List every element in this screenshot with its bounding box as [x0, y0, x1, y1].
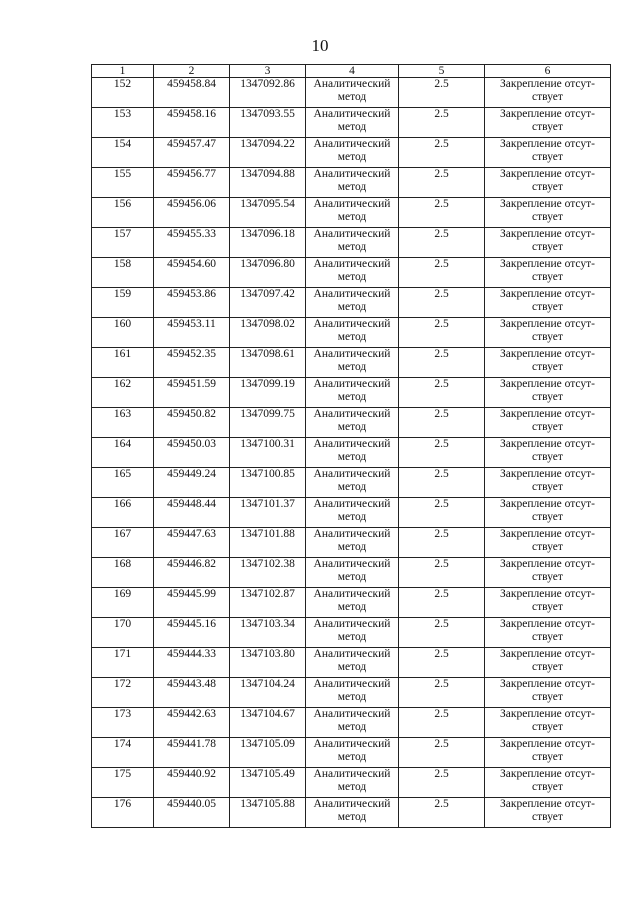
note-line: Закрепление отсут-: [500, 738, 595, 750]
accuracy-cell: 2.5: [399, 468, 485, 498]
method-line: Аналитический: [313, 468, 391, 480]
note-cell: [485, 318, 611, 348]
note-line: ствует: [532, 301, 563, 313]
note-line: ствует: [532, 331, 563, 343]
method-line: метод: [337, 691, 367, 703]
x-coordinate-cell: 459455.33: [154, 228, 230, 258]
header-col-1: 1: [92, 65, 154, 78]
table-row: [92, 168, 611, 198]
y-coordinate-cell: 1347098.61: [230, 348, 306, 378]
header-col-6: 6: [485, 65, 611, 78]
note-line: Закрепление отсут-: [500, 678, 595, 690]
accuracy-cell: 2.5: [399, 648, 485, 678]
table-row: [92, 798, 611, 828]
header-row: [92, 65, 611, 78]
note-line: Закрепление отсут-: [500, 78, 595, 90]
y-coordinate-cell: 1347100.85: [230, 468, 306, 498]
x-coordinate-cell: 459446.82: [154, 558, 230, 588]
y-coordinate-cell: 1347103.80: [230, 648, 306, 678]
method-line: Аналитический: [313, 588, 391, 600]
x-coordinate-cell: 459453.11: [154, 318, 230, 348]
point-number-cell: 169: [92, 588, 154, 618]
method-cell: [306, 78, 399, 108]
header-col-4: 4: [306, 65, 399, 78]
note-line: ствует: [532, 361, 563, 373]
method-line: Аналитический: [313, 678, 391, 690]
point-number-cell: 175: [92, 768, 154, 798]
method-cell: [306, 708, 399, 738]
method-line: метод: [337, 181, 367, 193]
method-cell: [306, 498, 399, 528]
note-line: Закрепление отсут-: [500, 438, 595, 450]
note-line: Закрепление отсут-: [500, 708, 595, 720]
note-line: ствует: [532, 421, 563, 433]
y-coordinate-cell: 1347097.42: [230, 288, 306, 318]
method-line: Аналитический: [313, 618, 391, 630]
table-row: [92, 378, 611, 408]
method-line: метод: [337, 451, 367, 463]
accuracy-cell: 2.5: [399, 168, 485, 198]
note-cell: [485, 408, 611, 438]
x-coordinate-cell: 459451.59: [154, 378, 230, 408]
note-line: ствует: [532, 781, 563, 793]
header-col-5: 5: [399, 65, 485, 78]
y-coordinate-cell: 1347105.09: [230, 738, 306, 768]
accuracy-cell: 2.5: [399, 288, 485, 318]
note-line: Закрепление отсут-: [500, 318, 595, 330]
note-line: ствует: [532, 811, 563, 823]
accuracy-cell: 2.5: [399, 498, 485, 528]
method-line: Аналитический: [313, 528, 391, 540]
point-number-cell: 154: [92, 138, 154, 168]
method-cell: [306, 678, 399, 708]
x-coordinate-cell: 459445.99: [154, 588, 230, 618]
table-header: [92, 65, 611, 78]
method-cell: [306, 348, 399, 378]
note-line: Закрепление отсут-: [500, 168, 595, 180]
note-cell: [485, 468, 611, 498]
point-number-cell: 174: [92, 738, 154, 768]
y-coordinate-cell: 1347103.34: [230, 618, 306, 648]
point-number-cell: 160: [92, 318, 154, 348]
table-row: [92, 738, 611, 768]
method-cell: [306, 228, 399, 258]
note-line: ствует: [532, 631, 563, 643]
note-line: ствует: [532, 481, 563, 493]
method-line: Аналитический: [313, 198, 391, 210]
method-line: Аналитический: [313, 318, 391, 330]
table-row: [92, 438, 611, 468]
method-cell: [306, 138, 399, 168]
accuracy-cell: 2.5: [399, 78, 485, 108]
method-cell: [306, 168, 399, 198]
note-line: ствует: [532, 151, 563, 163]
table-row: [92, 498, 611, 528]
method-cell: [306, 108, 399, 138]
method-line: Аналитический: [313, 108, 391, 120]
note-line: ствует: [532, 661, 563, 673]
table-row: [92, 558, 611, 588]
point-number-cell: 171: [92, 648, 154, 678]
note-cell: [485, 78, 611, 108]
method-cell: [306, 258, 399, 288]
point-number-cell: 173: [92, 708, 154, 738]
table-row: [92, 588, 611, 618]
coordinates-table: [91, 64, 611, 828]
note-cell: [485, 348, 611, 378]
note-line: ствует: [532, 511, 563, 523]
table-row: [92, 648, 611, 678]
note-cell: [485, 798, 611, 828]
x-coordinate-cell: 459450.82: [154, 408, 230, 438]
method-line: метод: [337, 331, 367, 343]
y-coordinate-cell: 1347104.24: [230, 678, 306, 708]
x-coordinate-cell: 459448.44: [154, 498, 230, 528]
method-line: Аналитический: [313, 408, 391, 420]
x-coordinate-cell: 459456.06: [154, 198, 230, 228]
method-line: метод: [337, 751, 367, 763]
note-cell: [485, 768, 611, 798]
accuracy-cell: 2.5: [399, 378, 485, 408]
note-line: Закрепление отсут-: [500, 258, 595, 270]
note-line: ствует: [532, 751, 563, 763]
note-line: ствует: [532, 91, 563, 103]
x-coordinate-cell: 459456.77: [154, 168, 230, 198]
x-coordinate-cell: 459453.86: [154, 288, 230, 318]
method-cell: [306, 438, 399, 468]
note-cell: [485, 588, 611, 618]
method-line: Аналитический: [313, 78, 391, 90]
x-coordinate-cell: 459442.63: [154, 708, 230, 738]
note-line: ствует: [532, 691, 563, 703]
x-coordinate-cell: 459458.84: [154, 78, 230, 108]
note-cell: [485, 108, 611, 138]
note-line: Закрепление отсут-: [500, 198, 595, 210]
table-row: [92, 288, 611, 318]
method-line: Аналитический: [313, 348, 391, 360]
note-line: ствует: [532, 211, 563, 223]
note-line: Закрепление отсут-: [500, 558, 595, 570]
method-cell: [306, 558, 399, 588]
accuracy-cell: 2.5: [399, 408, 485, 438]
method-line: метод: [337, 541, 367, 553]
accuracy-cell: 2.5: [399, 348, 485, 378]
point-number-cell: 172: [92, 678, 154, 708]
accuracy-cell: 2.5: [399, 258, 485, 288]
note-cell: [485, 438, 611, 468]
y-coordinate-cell: 1347104.67: [230, 708, 306, 738]
table-row: [92, 348, 611, 378]
note-line: Закрепление отсут-: [500, 108, 595, 120]
note-cell: [485, 528, 611, 558]
table-body: [92, 78, 611, 828]
method-line: метод: [337, 361, 367, 373]
method-cell: [306, 198, 399, 228]
note-cell: [485, 618, 611, 648]
note-cell: [485, 378, 611, 408]
accuracy-cell: 2.5: [399, 708, 485, 738]
method-line: метод: [337, 271, 367, 283]
note-line: Закрепление отсут-: [500, 528, 595, 540]
y-coordinate-cell: 1347098.02: [230, 318, 306, 348]
point-number-cell: 153: [92, 108, 154, 138]
point-number-cell: 152: [92, 78, 154, 108]
method-line: Аналитический: [313, 438, 391, 450]
method-line: Аналитический: [313, 558, 391, 570]
method-line: метод: [337, 481, 367, 493]
note-cell: [485, 498, 611, 528]
y-coordinate-cell: 1347101.88: [230, 528, 306, 558]
note-line: Закрепление отсут-: [500, 288, 595, 300]
method-line: Аналитический: [313, 708, 391, 720]
note-line: Закрепление отсут-: [500, 228, 595, 240]
note-cell: [485, 168, 611, 198]
table-row: [92, 228, 611, 258]
method-line: метод: [337, 241, 367, 253]
note-line: ствует: [532, 571, 563, 583]
y-coordinate-cell: 1347096.18: [230, 228, 306, 258]
table-row: [92, 618, 611, 648]
y-coordinate-cell: 1347100.31: [230, 438, 306, 468]
y-coordinate-cell: 1347094.22: [230, 138, 306, 168]
note-cell: [485, 228, 611, 258]
table-row: [92, 258, 611, 288]
x-coordinate-cell: 459458.16: [154, 108, 230, 138]
note-cell: [485, 258, 611, 288]
y-coordinate-cell: 1347102.38: [230, 558, 306, 588]
y-coordinate-cell: 1347105.88: [230, 798, 306, 828]
method-line: Аналитический: [313, 168, 391, 180]
y-coordinate-cell: 1347099.75: [230, 408, 306, 438]
note-line: ствует: [532, 241, 563, 253]
point-number-cell: 156: [92, 198, 154, 228]
point-number-cell: 155: [92, 168, 154, 198]
accuracy-cell: 2.5: [399, 588, 485, 618]
method-cell: [306, 468, 399, 498]
note-cell: [485, 138, 611, 168]
x-coordinate-cell: 459445.16: [154, 618, 230, 648]
x-coordinate-cell: 459457.47: [154, 138, 230, 168]
note-cell: [485, 738, 611, 768]
method-cell: [306, 378, 399, 408]
note-cell: [485, 648, 611, 678]
x-coordinate-cell: 459440.92: [154, 768, 230, 798]
point-number-cell: 165: [92, 468, 154, 498]
accuracy-cell: 2.5: [399, 798, 485, 828]
accuracy-cell: 2.5: [399, 738, 485, 768]
note-line: ствует: [532, 451, 563, 463]
note-line: Закрепление отсут-: [500, 588, 595, 600]
method-line: Аналитический: [313, 138, 391, 150]
note-line: Закрепление отсут-: [500, 498, 595, 510]
method-line: Аналитический: [313, 798, 391, 810]
method-cell: [306, 738, 399, 768]
method-line: метод: [337, 601, 367, 613]
table-row: [92, 678, 611, 708]
note-line: ствует: [532, 721, 563, 733]
x-coordinate-cell: 459444.33: [154, 648, 230, 678]
accuracy-cell: 2.5: [399, 618, 485, 648]
table-row: [92, 768, 611, 798]
note-cell: [485, 558, 611, 588]
point-number-cell: 176: [92, 798, 154, 828]
method-line: метод: [337, 571, 367, 583]
x-coordinate-cell: 459440.05: [154, 798, 230, 828]
method-cell: [306, 798, 399, 828]
accuracy-cell: 2.5: [399, 558, 485, 588]
method-line: метод: [337, 661, 367, 673]
method-line: Аналитический: [313, 378, 391, 390]
point-number-cell: 166: [92, 498, 154, 528]
method-line: Аналитический: [313, 768, 391, 780]
table-row: [92, 708, 611, 738]
y-coordinate-cell: 1347096.80: [230, 258, 306, 288]
accuracy-cell: 2.5: [399, 438, 485, 468]
note-cell: [485, 678, 611, 708]
method-line: метод: [337, 391, 367, 403]
accuracy-cell: 2.5: [399, 318, 485, 348]
note-line: Закрепление отсут-: [500, 468, 595, 480]
y-coordinate-cell: 1347093.55: [230, 108, 306, 138]
x-coordinate-cell: 459452.35: [154, 348, 230, 378]
method-cell: [306, 648, 399, 678]
point-number-cell: 164: [92, 438, 154, 468]
table-row: [92, 408, 611, 438]
y-coordinate-cell: 1347105.49: [230, 768, 306, 798]
method-line: Аналитический: [313, 738, 391, 750]
table-row: [92, 468, 611, 498]
y-coordinate-cell: 1347099.19: [230, 378, 306, 408]
note-line: ствует: [532, 271, 563, 283]
accuracy-cell: 2.5: [399, 108, 485, 138]
table-row: [92, 108, 611, 138]
note-line: ствует: [532, 541, 563, 553]
point-number-cell: 157: [92, 228, 154, 258]
method-line: метод: [337, 301, 367, 313]
point-number-cell: 170: [92, 618, 154, 648]
method-line: метод: [337, 421, 367, 433]
method-line: Аналитический: [313, 228, 391, 240]
note-line: ствует: [532, 181, 563, 193]
method-cell: [306, 528, 399, 558]
method-line: метод: [337, 811, 367, 823]
method-line: Аналитический: [313, 498, 391, 510]
x-coordinate-cell: 459441.78: [154, 738, 230, 768]
note-line: Закрепление отсут-: [500, 798, 595, 810]
method-line: метод: [337, 151, 367, 163]
method-line: метод: [337, 91, 367, 103]
x-coordinate-cell: 459443.48: [154, 678, 230, 708]
accuracy-cell: 2.5: [399, 228, 485, 258]
y-coordinate-cell: 1347092.86: [230, 78, 306, 108]
accuracy-cell: 2.5: [399, 678, 485, 708]
note-cell: [485, 288, 611, 318]
method-cell: [306, 408, 399, 438]
point-number-cell: 158: [92, 258, 154, 288]
method-cell: [306, 618, 399, 648]
y-coordinate-cell: 1347095.54: [230, 198, 306, 228]
table-row: [92, 528, 611, 558]
method-cell: [306, 768, 399, 798]
method-line: метод: [337, 721, 367, 733]
method-line: метод: [337, 631, 367, 643]
x-coordinate-cell: 459454.60: [154, 258, 230, 288]
note-line: Закрепление отсут-: [500, 648, 595, 660]
note-line: ствует: [532, 121, 563, 133]
note-line: Закрепление отсут-: [500, 768, 595, 780]
note-line: Закрепление отсут-: [500, 408, 595, 420]
method-cell: [306, 318, 399, 348]
table-row: [92, 318, 611, 348]
header-col-2: 2: [154, 65, 230, 78]
method-cell: [306, 288, 399, 318]
note-line: Закрепление отсут-: [500, 138, 595, 150]
note-line: Закрепление отсут-: [500, 378, 595, 390]
note-cell: [485, 708, 611, 738]
point-number-cell: 168: [92, 558, 154, 588]
method-line: метод: [337, 511, 367, 523]
note-line: ствует: [532, 601, 563, 613]
y-coordinate-cell: 1347094.88: [230, 168, 306, 198]
point-number-cell: 167: [92, 528, 154, 558]
x-coordinate-cell: 459450.03: [154, 438, 230, 468]
y-coordinate-cell: 1347102.87: [230, 588, 306, 618]
y-coordinate-cell: 1347101.37: [230, 498, 306, 528]
accuracy-cell: 2.5: [399, 528, 485, 558]
note-line: Закрепление отсут-: [500, 348, 595, 360]
method-line: метод: [337, 121, 367, 133]
accuracy-cell: 2.5: [399, 138, 485, 168]
method-cell: [306, 588, 399, 618]
note-line: Закрепление отсут-: [500, 618, 595, 630]
point-number-cell: 163: [92, 408, 154, 438]
header-col-3: 3: [230, 65, 306, 78]
accuracy-cell: 2.5: [399, 768, 485, 798]
x-coordinate-cell: 459447.63: [154, 528, 230, 558]
method-line: Аналитический: [313, 258, 391, 270]
method-line: метод: [337, 781, 367, 793]
x-coordinate-cell: 459449.24: [154, 468, 230, 498]
page-number: 10: [311, 36, 329, 55]
point-number-cell: 159: [92, 288, 154, 318]
method-line: Аналитический: [313, 648, 391, 660]
method-line: метод: [337, 211, 367, 223]
table-row: [92, 78, 611, 108]
table-row: [92, 138, 611, 168]
table-row: [92, 198, 611, 228]
method-line: Аналитический: [313, 288, 391, 300]
point-number-cell: 161: [92, 348, 154, 378]
point-number-cell: 162: [92, 378, 154, 408]
accuracy-cell: 2.5: [399, 198, 485, 228]
note-line: ствует: [532, 391, 563, 403]
note-cell: [485, 198, 611, 228]
